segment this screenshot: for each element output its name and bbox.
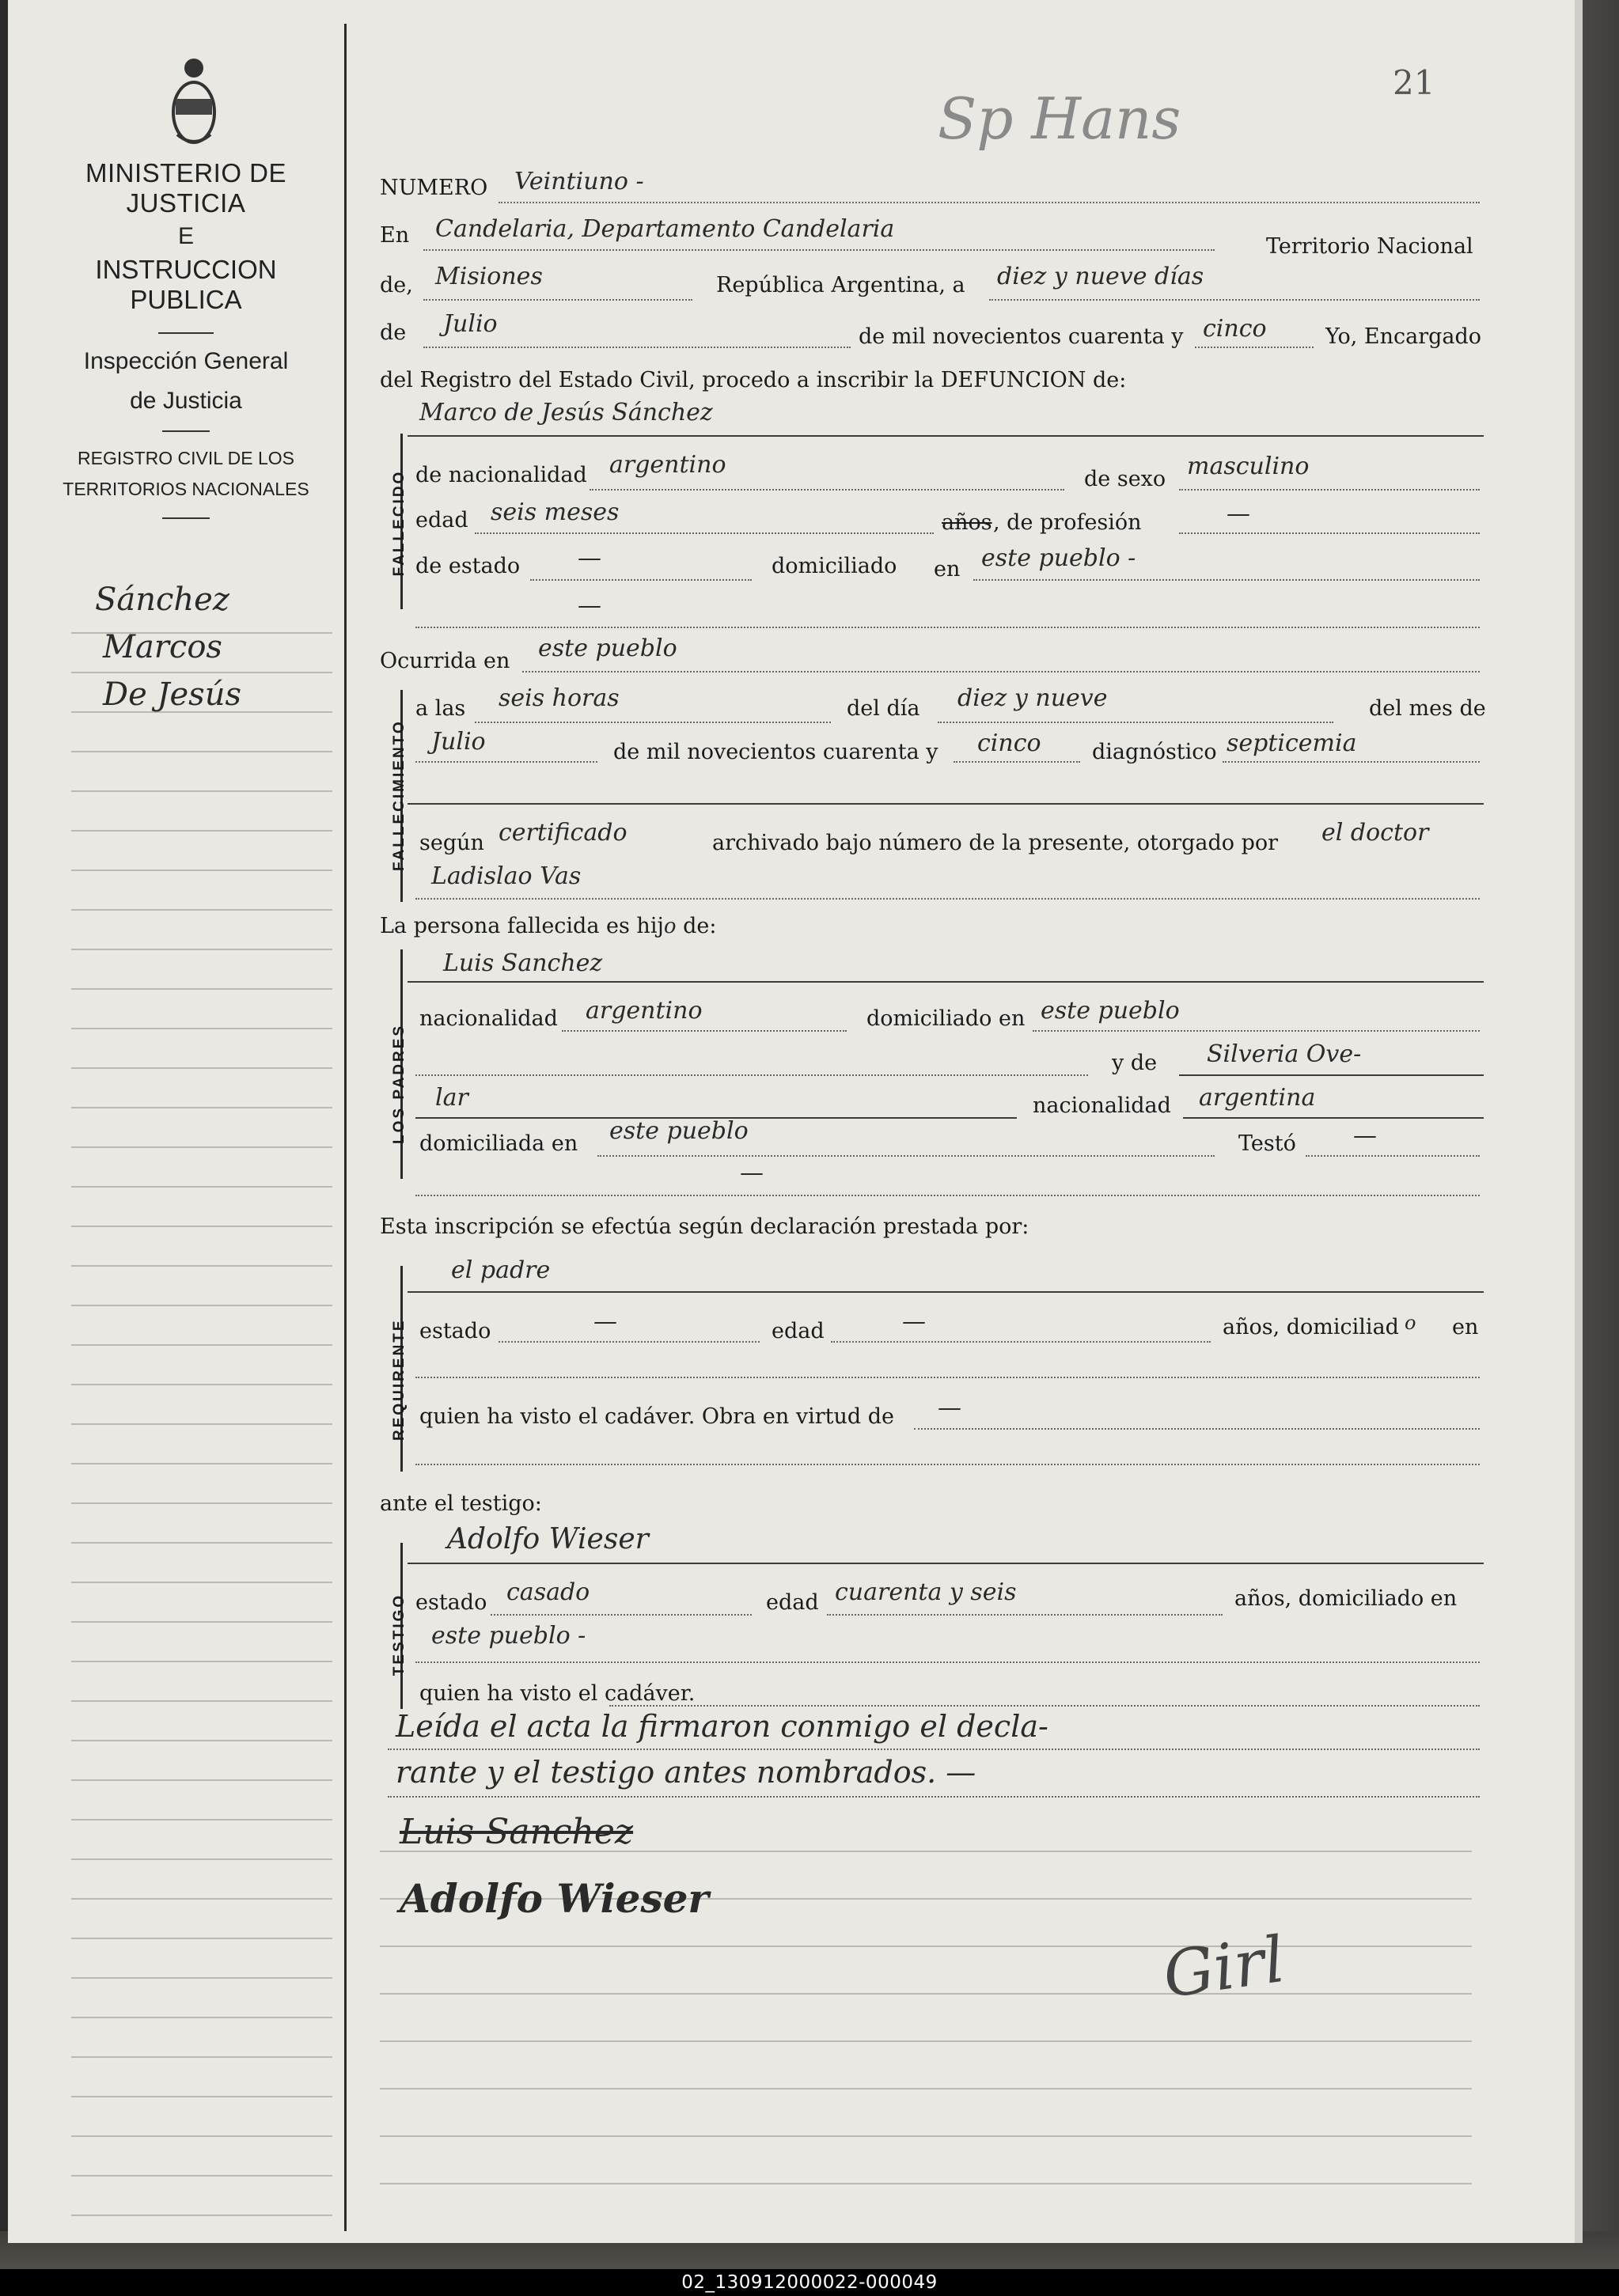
ministry-line-7: TERRITORIOS NACIONALES [63,479,309,499]
madre-nombre-a: Silveria Ove- [1207,1040,1362,1068]
section-los-padres: LOS PADRES [391,1023,408,1144]
mes-value: Julio [443,310,498,338]
fallecimiento-hora: seis horas [499,684,620,712]
ministry-name [55,158,317,519]
requirente-edad: — [902,1308,926,1336]
margin-middle-name: De Jesús [103,676,241,713]
testigo-edad-label: edad [766,1590,819,1615]
padres-extra-dash: — [740,1159,764,1187]
fallecido-sexo-label: de sexo [1084,467,1166,491]
madre-domiciliada-label: domiciliada en [419,1131,578,1156]
fallecido-domicilio: este pueblo - [981,544,1136,572]
ministry-line-5: de Justicia [130,388,242,414]
padres-intro-end: de: [683,914,717,938]
column-divider [344,24,347,2231]
margin-given-name: Marcos [103,629,222,665]
register-page [8,0,1583,2243]
ocurrida-value: este pueblo [538,635,677,662]
coat-of-arms-icon [166,55,222,150]
madre-nacionalidad: argentina [1199,1084,1316,1112]
fallecido-domiciliado-label: domiciliado [772,554,897,578]
fallecimiento-diagnostico: septicemia [1227,729,1357,757]
fallecimiento-dia: diez y nueve [957,684,1108,712]
requirente-edad-label: edad [772,1319,825,1343]
requirente-estado-label: estado [419,1319,491,1343]
requirente-visto-label: quien ha visto el cadáver. Obra en virtud de [419,1404,895,1429]
padres-intro [380,914,716,938]
dia-value: diez y nueve días [997,263,1204,290]
testigo-estado: casado [506,1578,590,1606]
cierre-linea-2: rante y el testigo antes nombrados. — [396,1755,976,1790]
requirente-virtud: — [938,1394,961,1422]
territorio-value: Misiones [435,263,543,290]
fallecido-extra-dash: — [578,592,601,619]
testigo-intro: ante el testigo: [380,1491,542,1516]
testo-label: Testó [1238,1131,1296,1156]
fallecido-nacionalidad: argentino [609,451,726,479]
padre-domiciliado-label: domiciliado en [866,1006,1026,1031]
requirente-dom-suffix: o [1405,1312,1416,1334]
section-fallecimiento: FALLECIMIENTO [391,719,408,871]
fallecido-edad: seis meses [491,498,620,526]
testo-value: — [1353,1122,1377,1150]
fallecido-nacionalidad-label: de nacionalidad [415,463,587,487]
footer-reference: 02_130912000022-000049 [681,2272,938,2293]
section-requirente: REQUIRENTE [391,1318,408,1441]
testigo-domicilio: este pueblo - [431,1622,586,1650]
firma-declarante: Luis Sanchez [400,1812,634,1852]
testigo-estado-label: estado [415,1590,487,1615]
testigo-anos-label: años, domiciliado en [1234,1586,1458,1611]
inscripcion-text: Esta inscripción se efectúa según declaración prestada por: [380,1214,1029,1239]
fallecimiento-certificado: certificado [499,819,628,847]
ministry-line-2: E [177,223,194,249]
fallecimiento-mes-label: del mes de [1369,696,1486,721]
fallecimiento-mes: Julio [431,728,486,756]
de-label-2: de [380,320,407,345]
numero-label: NUMERO [380,176,488,200]
fallecido-profesion: — [1227,500,1250,528]
testigo-visto-label: quien ha visto el cadáver. [419,1681,696,1706]
padres-intro-suffix: o [663,915,677,938]
padre-nacionalidad-label: nacionalidad [419,1006,558,1031]
en-label: En [380,223,410,248]
requirente-estado: — [593,1308,617,1336]
fallecido-estado-label: de estado [415,554,521,578]
madre-nacionalidad-label: nacionalidad [1033,1093,1171,1118]
ministry-line-1: MINISTERIO DE JUSTICIA [85,158,287,218]
firma-testigo: Adolfo Wieser [400,1875,709,1922]
requirente-anos-label: años, domiciliad [1223,1315,1399,1339]
firma-encargado: Girl [1158,1922,1290,2013]
padre-domicilio: este pueblo [1041,997,1180,1025]
fallecimiento-diagnostico-label: diagnóstico [1092,740,1217,764]
fallecido-anos-label: años [942,510,992,535]
folio-number: 21 [1393,63,1435,102]
requirente-en-label: en [1452,1315,1479,1339]
ministry-line-6: REGISTRO CIVIL DE LOS [78,448,294,468]
fallecimiento-doctor-name: Ladislao Vas [431,862,582,890]
numero-value: Veintiuno - [514,168,644,195]
yo-label: Yo, Encargado [1325,324,1482,349]
fallecimiento-anio: cinco [977,729,1041,757]
ocurrida-label: Ocurrida en [380,649,510,673]
fallecido-profesion-label: , de profesión [993,510,1142,535]
lugar-value: Candelaria, Departamento Candelaria [435,215,895,243]
ministry-line-4: Inspección General [83,348,289,374]
padre-nombre: Luis Sanchez [443,949,603,977]
fallecido-en-label: en [934,557,961,582]
footer-strip [0,2269,1619,2296]
ministry-line-3: INSTRUCCION PUBLICA [95,255,277,314]
fallecimiento-doctor: el doctor [1321,819,1429,847]
territorio-label: Territorio Nacional [1266,234,1473,259]
fallecido-nombre: Marco de Jesús Sánchez [419,399,713,426]
de-label: de, [380,273,413,297]
fallecimiento-del-dia-label: del día [847,696,920,721]
testigo-edad: cuarenta y seis [835,1578,1017,1606]
padres-intro-text: La persona fallecida es hij [380,914,664,938]
mil-label: de mil novecientos cuarenta y [859,324,1184,349]
testigo-nombre: Adolfo Wieser [447,1523,649,1555]
republica-label: República Argentina, a [716,273,965,297]
section-fallecido: FALLECIDO [391,469,408,577]
cierre-linea-1: Leída el acta la firmaron conmigo el decla- [396,1709,1048,1744]
fallecido-sexo: masculino [1187,453,1310,480]
fallecido-edad-label: edad [415,508,468,532]
registro-text: del Registro del Estado Civil, procedo a inscribir la DEFUNCION de: [380,368,1127,392]
madre-domicilio: este pueblo [609,1117,749,1145]
section-testigo: TESTIGO [391,1593,408,1677]
anio-value: cinco [1203,315,1267,343]
padre-nacionalidad: argentino [586,997,703,1025]
stamp-signature: Sp Hans [938,85,1181,152]
fallecimiento-segun-label: según [419,831,484,855]
madre-nombre-b: lar [435,1084,468,1112]
fallecimiento-mil-label: de mil novecientos cuarenta y [613,740,938,764]
requirente-nombre: el padre [451,1256,551,1284]
fallecido-estado: — [578,544,601,572]
fallecimiento-a-las-label: a las [415,696,466,721]
margin-surname: Sánchez [95,582,229,618]
madre-y-de-label: y de [1112,1051,1158,1075]
fallecimiento-archivado-label: archivado bajo número de la presente, otorgado por [712,831,1279,855]
